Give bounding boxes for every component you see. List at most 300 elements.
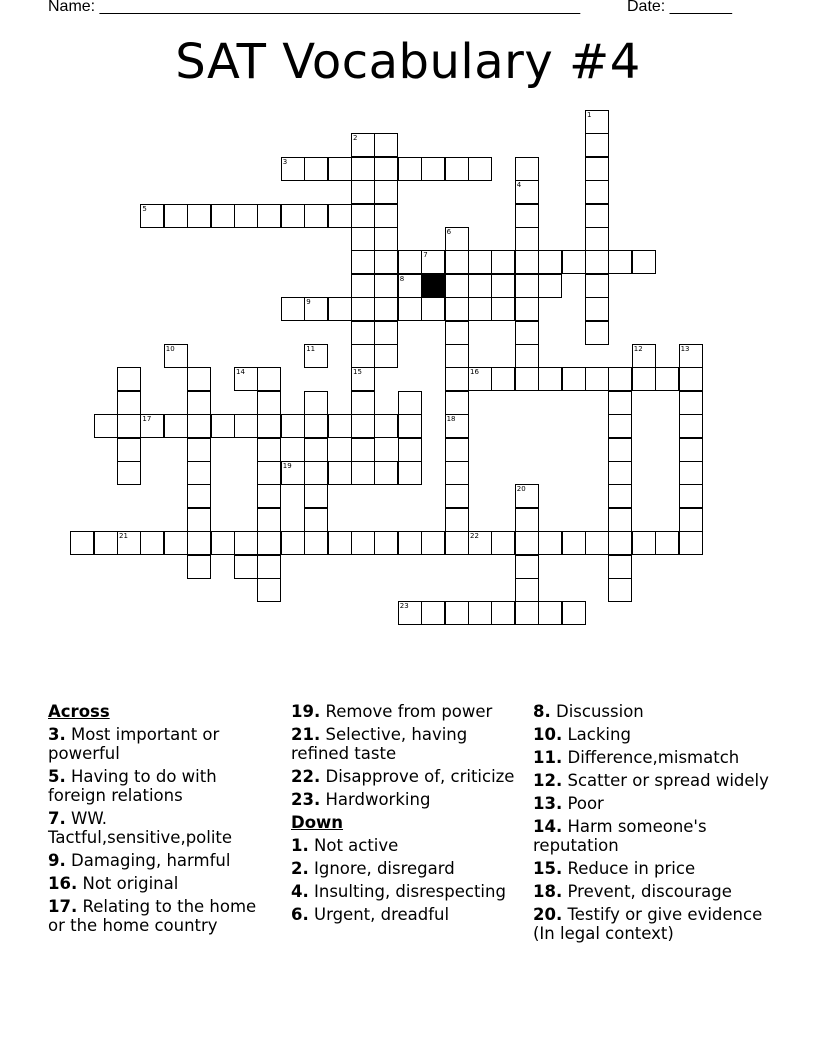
clue-item — [291, 905, 521, 924]
crossword-cell[interactable] — [94, 414, 118, 438]
crossword-cell[interactable] — [187, 508, 211, 532]
crossword-cell[interactable] — [632, 367, 656, 391]
crossword-cell[interactable] — [515, 204, 539, 228]
crossword-cell[interactable] — [585, 321, 609, 345]
clue-number-label: 7. — [48, 809, 66, 828]
clue-number: 14 — [236, 368, 245, 377]
clue-number: 12 — [633, 345, 643, 353]
crossword-cell[interactable] — [304, 438, 328, 462]
crossword-cell[interactable] — [117, 438, 141, 462]
crossword-cell[interactable] — [351, 391, 375, 415]
crossword-cell[interactable] — [445, 601, 469, 625]
crossword-cell[interactable] — [187, 484, 211, 508]
crossword-cell[interactable] — [304, 531, 328, 555]
crossword-cell[interactable] — [468, 367, 492, 391]
crossword-cell[interactable] — [304, 204, 328, 228]
crossword-cell[interactable] — [398, 391, 422, 415]
clue-number: 15 — [353, 368, 362, 377]
crossword-cell[interactable] — [585, 531, 609, 555]
crossword-cell[interactable] — [187, 414, 211, 438]
crossword-cell[interactable] — [304, 297, 328, 321]
crossword-cell[interactable] — [585, 204, 609, 228]
crossword-cell[interactable] — [445, 438, 469, 462]
clue-item — [291, 836, 521, 855]
crossword-cell[interactable] — [398, 157, 422, 181]
crossword-cell[interactable] — [562, 531, 586, 555]
crossword-cell[interactable] — [608, 508, 632, 532]
clue-number: 22 — [470, 532, 479, 541]
crossword-cell[interactable] — [538, 367, 562, 391]
crossword-cell[interactable] — [632, 531, 656, 555]
crossword-cell[interactable] — [234, 414, 258, 438]
crossword-cell[interactable] — [117, 414, 141, 438]
clue-number: 18 — [446, 415, 456, 424]
crossword-cell[interactable] — [351, 461, 375, 485]
crossword-cell[interactable] — [398, 297, 422, 321]
clues-column-3 — [533, 702, 783, 947]
crossword-cell[interactable] — [164, 414, 188, 438]
crossword-cell[interactable] — [328, 414, 352, 438]
crossword-cell[interactable] — [515, 484, 539, 508]
clue-number-label: 20. — [533, 905, 563, 924]
clue-text: Selective, having refined taste — [291, 725, 468, 763]
crossword-cell[interactable] — [398, 414, 422, 438]
clue-number-label: 22. — [291, 767, 321, 786]
clue-item — [533, 748, 783, 767]
crossword-cell[interactable] — [538, 250, 562, 274]
crossword-cell[interactable] — [257, 461, 281, 485]
crossword-cell[interactable] — [117, 531, 141, 555]
crossword-cell[interactable] — [257, 555, 281, 579]
name-field-label: Name: ______________________________________________________ — [48, 0, 581, 15]
crossword-cell[interactable] — [140, 414, 164, 438]
crossword-cell[interactable] — [585, 227, 609, 251]
crossword-cell[interactable] — [491, 250, 515, 274]
crossword-cell[interactable] — [468, 601, 492, 625]
clue-number-label: 1. — [291, 836, 309, 855]
crossword-cell[interactable] — [655, 367, 679, 391]
clue-item — [291, 790, 521, 809]
crossword-cell[interactable] — [281, 531, 305, 555]
crossword-cell[interactable] — [140, 531, 164, 555]
crossword-cell[interactable] — [164, 204, 188, 228]
crossword-cell[interactable] — [585, 110, 609, 134]
crossword-cell[interactable] — [398, 601, 422, 625]
crossword-cell[interactable] — [468, 157, 492, 181]
clue-item — [533, 905, 783, 943]
crossword-cell[interactable] — [421, 157, 445, 181]
crossword-cell[interactable] — [679, 344, 703, 368]
crossword-cell[interactable] — [679, 461, 703, 485]
crossword-cell[interactable] — [281, 297, 305, 321]
crossword-cell[interactable] — [515, 227, 539, 251]
crossword-cell[interactable] — [374, 531, 398, 555]
clue-number-label: 9. — [48, 851, 66, 870]
crossword-cell[interactable] — [538, 531, 562, 555]
clue-text: Testify or give evidence (In legal context) — [533, 905, 763, 943]
clue-text: Difference,mismatch — [567, 748, 740, 767]
crossword-cell[interactable] — [234, 367, 258, 391]
crossword-cell[interactable] — [257, 414, 281, 438]
crossword-cell[interactable] — [328, 297, 352, 321]
crossword-cell[interactable] — [281, 414, 305, 438]
clue-text: Insulting, disrespecting — [314, 882, 506, 901]
clue-number-label: 23. — [291, 790, 321, 809]
crossword-cell[interactable] — [351, 157, 375, 181]
crossword-cell[interactable] — [374, 157, 398, 181]
crossword-cell[interactable] — [374, 250, 398, 274]
crossword-cell[interactable] — [445, 297, 469, 321]
crossword-cell[interactable] — [585, 274, 609, 298]
crossword-cell[interactable] — [445, 531, 469, 555]
clue-number-label: 15. — [533, 859, 563, 878]
crossword-cell[interactable] — [445, 321, 469, 345]
black-square — [421, 274, 445, 298]
clue-item — [48, 851, 278, 870]
crossword-cell[interactable] — [679, 508, 703, 532]
crossword-cell[interactable] — [351, 250, 375, 274]
crossword-cell[interactable] — [632, 344, 656, 368]
crossword-cell[interactable] — [187, 531, 211, 555]
crossword-cell[interactable] — [351, 367, 375, 391]
crossword-cell[interactable] — [515, 344, 539, 368]
crossword-cell[interactable] — [304, 344, 328, 368]
crossword-cell[interactable] — [257, 367, 281, 391]
crossword-cell[interactable] — [257, 484, 281, 508]
clue-number: 19 — [282, 462, 292, 470]
crossword-cell[interactable] — [398, 274, 422, 298]
crossword-cell[interactable] — [257, 531, 281, 555]
crossword-cell[interactable] — [491, 367, 515, 391]
crossword-cell[interactable] — [257, 204, 281, 228]
crossword-cell[interactable] — [304, 461, 328, 485]
clue-number: 23 — [399, 602, 409, 611]
crossword-cell[interactable] — [445, 344, 469, 368]
clue-number-label: 4. — [291, 882, 309, 901]
crossword-cell[interactable] — [585, 297, 609, 321]
crossword-cell[interactable] — [608, 367, 632, 391]
clue-text: Remove from power — [325, 702, 493, 721]
crossword-cell[interactable] — [374, 274, 398, 298]
crossword-cell[interactable] — [421, 297, 445, 321]
crossword-cell[interactable] — [515, 555, 539, 579]
crossword-cell[interactable] — [445, 391, 469, 415]
clue-number: 5 — [142, 204, 147, 213]
clue-number-label: 11. — [533, 748, 563, 767]
crossword-cell[interactable] — [374, 180, 398, 204]
crossword-cell[interactable] — [304, 508, 328, 532]
clue-number: 17 — [142, 415, 152, 424]
clue-number: 3 — [282, 157, 288, 166]
crossword-cell[interactable] — [585, 157, 609, 181]
clue-item — [291, 767, 521, 786]
clue-item — [48, 767, 278, 805]
clue-item — [533, 702, 783, 721]
crossword-cell[interactable] — [515, 601, 539, 625]
clue-text: Relating to the home or the home country — [48, 897, 257, 935]
crossword-cell[interactable] — [94, 531, 118, 555]
crossword-cell[interactable] — [515, 157, 539, 181]
page-title: SAT Vocabulary #4 — [175, 34, 641, 90]
crossword-cell[interactable] — [351, 133, 375, 157]
crossword-cell[interactable] — [445, 157, 469, 181]
crossword-cell[interactable] — [445, 250, 469, 274]
clue-number: 10 — [165, 345, 175, 353]
crossword-cell[interactable] — [234, 531, 258, 555]
clue-text: Reduce in price — [567, 859, 696, 878]
crossword-cell[interactable] — [374, 414, 398, 438]
crossword-cell[interactable] — [679, 367, 703, 391]
crossword-cell[interactable] — [445, 367, 469, 391]
crossword-cell[interactable] — [234, 204, 258, 228]
crossword-cell[interactable] — [538, 601, 562, 625]
crossword-cell[interactable] — [562, 367, 586, 391]
clue-item — [48, 809, 278, 847]
crossword-cell[interactable] — [585, 250, 609, 274]
date-field-label: Date: _______ — [627, 0, 732, 15]
crossword-cell[interactable] — [538, 274, 562, 298]
clue-item — [48, 874, 278, 893]
clue-number: 2 — [353, 134, 358, 143]
crossword-cell[interactable] — [562, 601, 586, 625]
crossword-cell[interactable] — [374, 344, 398, 368]
crossword-cell[interactable] — [491, 297, 515, 321]
crossword-cell[interactable] — [445, 227, 469, 251]
crossword-cell[interactable] — [304, 157, 328, 181]
crossword-cell[interactable] — [562, 250, 586, 274]
crossword-cell[interactable] — [608, 414, 632, 438]
crossword-cell[interactable] — [304, 484, 328, 508]
clue-number: 6 — [446, 228, 452, 236]
clue-number: 7 — [423, 251, 428, 260]
clue-item — [533, 817, 783, 855]
clue-item — [48, 725, 278, 763]
clue-text: Damaging, harmful — [71, 851, 231, 870]
clue-number: 16 — [470, 368, 479, 377]
clue-number: 11 — [306, 345, 316, 353]
clue-section-heading: Down — [291, 813, 344, 832]
crossword-cell[interactable] — [257, 508, 281, 532]
clue-number-label: 8. — [533, 702, 551, 721]
crossword-cell[interactable] — [374, 321, 398, 345]
clue-number-label: 3. — [48, 725, 66, 744]
crossword-cell[interactable] — [679, 484, 703, 508]
crossword-cell[interactable] — [608, 438, 632, 462]
crossword-cell[interactable] — [187, 367, 211, 391]
clue-item — [291, 882, 521, 901]
crossword-cell[interactable] — [187, 461, 211, 485]
crossword-cell[interactable] — [351, 531, 375, 555]
crossword-cell[interactable] — [70, 531, 94, 555]
crossword-cell[interactable] — [374, 227, 398, 251]
crossword-cell[interactable] — [351, 297, 375, 321]
crossword-cell[interactable] — [351, 414, 375, 438]
clue-number: 20 — [516, 485, 526, 494]
clue-text: Scatter or spread widely — [567, 771, 769, 790]
clue-number: 13 — [680, 345, 690, 353]
crossword-cell[interactable] — [351, 227, 375, 251]
crossword-cell[interactable] — [164, 344, 188, 368]
clue-item — [533, 725, 783, 744]
crossword-cell[interactable] — [515, 508, 539, 532]
clue-number-label: 18. — [533, 882, 563, 901]
crossword-cell[interactable] — [421, 531, 445, 555]
crossword-cell[interactable] — [328, 531, 352, 555]
clue-number-label: 6. — [291, 905, 309, 924]
crossword-cell[interactable] — [468, 531, 492, 555]
crossword-cell[interactable] — [351, 438, 375, 462]
clue-number: 4 — [516, 181, 522, 190]
crossword-cell[interactable] — [211, 204, 235, 228]
clue-text: Not original — [82, 874, 179, 893]
crossword-cell[interactable] — [328, 204, 352, 228]
crossword-cell[interactable] — [374, 204, 398, 228]
crossword-cell[interactable] — [187, 204, 211, 228]
crossword-cell[interactable] — [351, 274, 375, 298]
clue-number: 21 — [119, 532, 128, 541]
crossword-cell[interactable] — [515, 321, 539, 345]
crossword-cell[interactable] — [257, 578, 281, 602]
clue-number-label: 2. — [291, 859, 309, 878]
crossword-cell[interactable] — [515, 531, 539, 555]
crossword-cell[interactable] — [117, 391, 141, 415]
crossword-cell[interactable] — [515, 578, 539, 602]
crossword-cell[interactable] — [585, 367, 609, 391]
clue-number-label: 5. — [48, 767, 66, 786]
crossword-cell[interactable] — [351, 344, 375, 368]
clue-text: Prevent, discourage — [567, 882, 732, 901]
clue-text: Ignore, disregard — [314, 859, 455, 878]
clues-column-1 — [48, 702, 278, 939]
crossword-cell[interactable] — [515, 250, 539, 274]
crossword-cell[interactable] — [398, 250, 422, 274]
crossword-cell[interactable] — [211, 531, 235, 555]
crossword-cell[interactable] — [304, 414, 328, 438]
clue-number: 1 — [587, 111, 592, 119]
crossword-cell[interactable] — [491, 274, 515, 298]
crossword-cell[interactable] — [257, 391, 281, 415]
crossword-cell[interactable] — [491, 531, 515, 555]
clue-number-label: 14. — [533, 817, 563, 836]
crossword-cell[interactable] — [328, 461, 352, 485]
clue-number-label: 12. — [533, 771, 563, 790]
crossword-cell[interactable] — [328, 157, 352, 181]
crossword-cell[interactable] — [491, 601, 515, 625]
crossword-cell[interactable] — [585, 180, 609, 204]
crossword-cell[interactable] — [608, 484, 632, 508]
crossword-cell[interactable] — [679, 391, 703, 415]
crossword-cell[interactable] — [398, 531, 422, 555]
clue-text: Lacking — [567, 725, 631, 744]
clue-item — [291, 702, 521, 721]
clue-text: Disapprove of, criticize — [325, 767, 515, 786]
crossword-cell[interactable] — [421, 601, 445, 625]
clue-number-label: 13. — [533, 794, 563, 813]
crossword-cell[interactable] — [304, 391, 328, 415]
clue-number-label: 21. — [291, 725, 321, 744]
crossword-cell[interactable] — [445, 274, 469, 298]
crossword-cell[interactable] — [608, 391, 632, 415]
crossword-cell[interactable] — [187, 438, 211, 462]
crossword-cell[interactable] — [445, 461, 469, 485]
crossword-cell[interactable] — [608, 250, 632, 274]
clue-text: WW. Tactful,sensitive,polite — [48, 809, 233, 847]
clue-item — [533, 859, 783, 878]
crossword-cell[interactable] — [608, 578, 632, 602]
clue-item — [533, 794, 783, 813]
clue-text: Most important or powerful — [48, 725, 220, 763]
crossword-cell[interactable] — [679, 438, 703, 462]
crossword-cell[interactable] — [398, 461, 422, 485]
crossword-cell[interactable] — [140, 204, 164, 228]
crossword-cell[interactable] — [585, 133, 609, 157]
clue-text: Having to do with foreign relations — [48, 767, 217, 805]
clue-item — [533, 771, 783, 790]
clue-number: 9 — [306, 298, 311, 307]
crossword-cell[interactable] — [445, 414, 469, 438]
crossword-cell[interactable] — [468, 274, 492, 298]
crossword-cell[interactable] — [234, 555, 258, 579]
crossword-cell[interactable] — [281, 461, 305, 485]
crossword-cell[interactable] — [608, 531, 632, 555]
clue-text: Discussion — [556, 702, 644, 721]
crossword-cell[interactable] — [164, 531, 188, 555]
crossword-cell[interactable] — [117, 461, 141, 485]
crossword-cell[interactable] — [445, 484, 469, 508]
crossword-cell[interactable] — [281, 157, 305, 181]
crossword-cell[interactable] — [515, 367, 539, 391]
crossword-cell[interactable] — [187, 391, 211, 415]
crossword-cell[interactable] — [515, 180, 539, 204]
crossword-cell[interactable] — [374, 461, 398, 485]
crossword-cell[interactable] — [374, 297, 398, 321]
crossword-cell[interactable] — [211, 414, 235, 438]
clue-item — [48, 897, 278, 935]
clue-item — [291, 725, 521, 763]
clue-text: Urgent, dreadful — [314, 905, 450, 924]
clue-section-heading: Across — [48, 702, 110, 721]
crossword-cell[interactable] — [398, 438, 422, 462]
crossword-cell[interactable] — [632, 250, 656, 274]
clue-number-label: 16. — [48, 874, 78, 893]
clue-text: Hardworking — [325, 790, 431, 809]
crossword-cell[interactable] — [421, 250, 445, 274]
crossword-cell[interactable] — [187, 555, 211, 579]
clue-number-label: 19. — [291, 702, 321, 721]
crossword-cell[interactable] — [351, 204, 375, 228]
crossword-cell[interactable] — [468, 297, 492, 321]
crossword-cell[interactable] — [679, 531, 703, 555]
crossword-cell[interactable] — [468, 250, 492, 274]
crossword-cell[interactable] — [257, 438, 281, 462]
clue-number-label: 10. — [533, 725, 563, 744]
clue-item — [533, 882, 783, 901]
crossword-cell[interactable] — [351, 180, 375, 204]
crossword-cell[interactable] — [679, 414, 703, 438]
crossword-cell[interactable] — [515, 274, 539, 298]
crossword-cell[interactable] — [281, 204, 305, 228]
crossword-cell[interactable] — [374, 133, 398, 157]
crossword-cell[interactable] — [608, 461, 632, 485]
clue-text: Poor — [567, 794, 604, 813]
crossword-cell[interactable] — [515, 297, 539, 321]
crossword-cell[interactable] — [445, 508, 469, 532]
crossword-cell[interactable] — [608, 555, 632, 579]
crossword-cell[interactable] — [655, 531, 679, 555]
clue-text: Harm someone's reputation — [533, 817, 707, 855]
crossword-cell[interactable] — [117, 367, 141, 391]
crossword-cell[interactable] — [351, 321, 375, 345]
